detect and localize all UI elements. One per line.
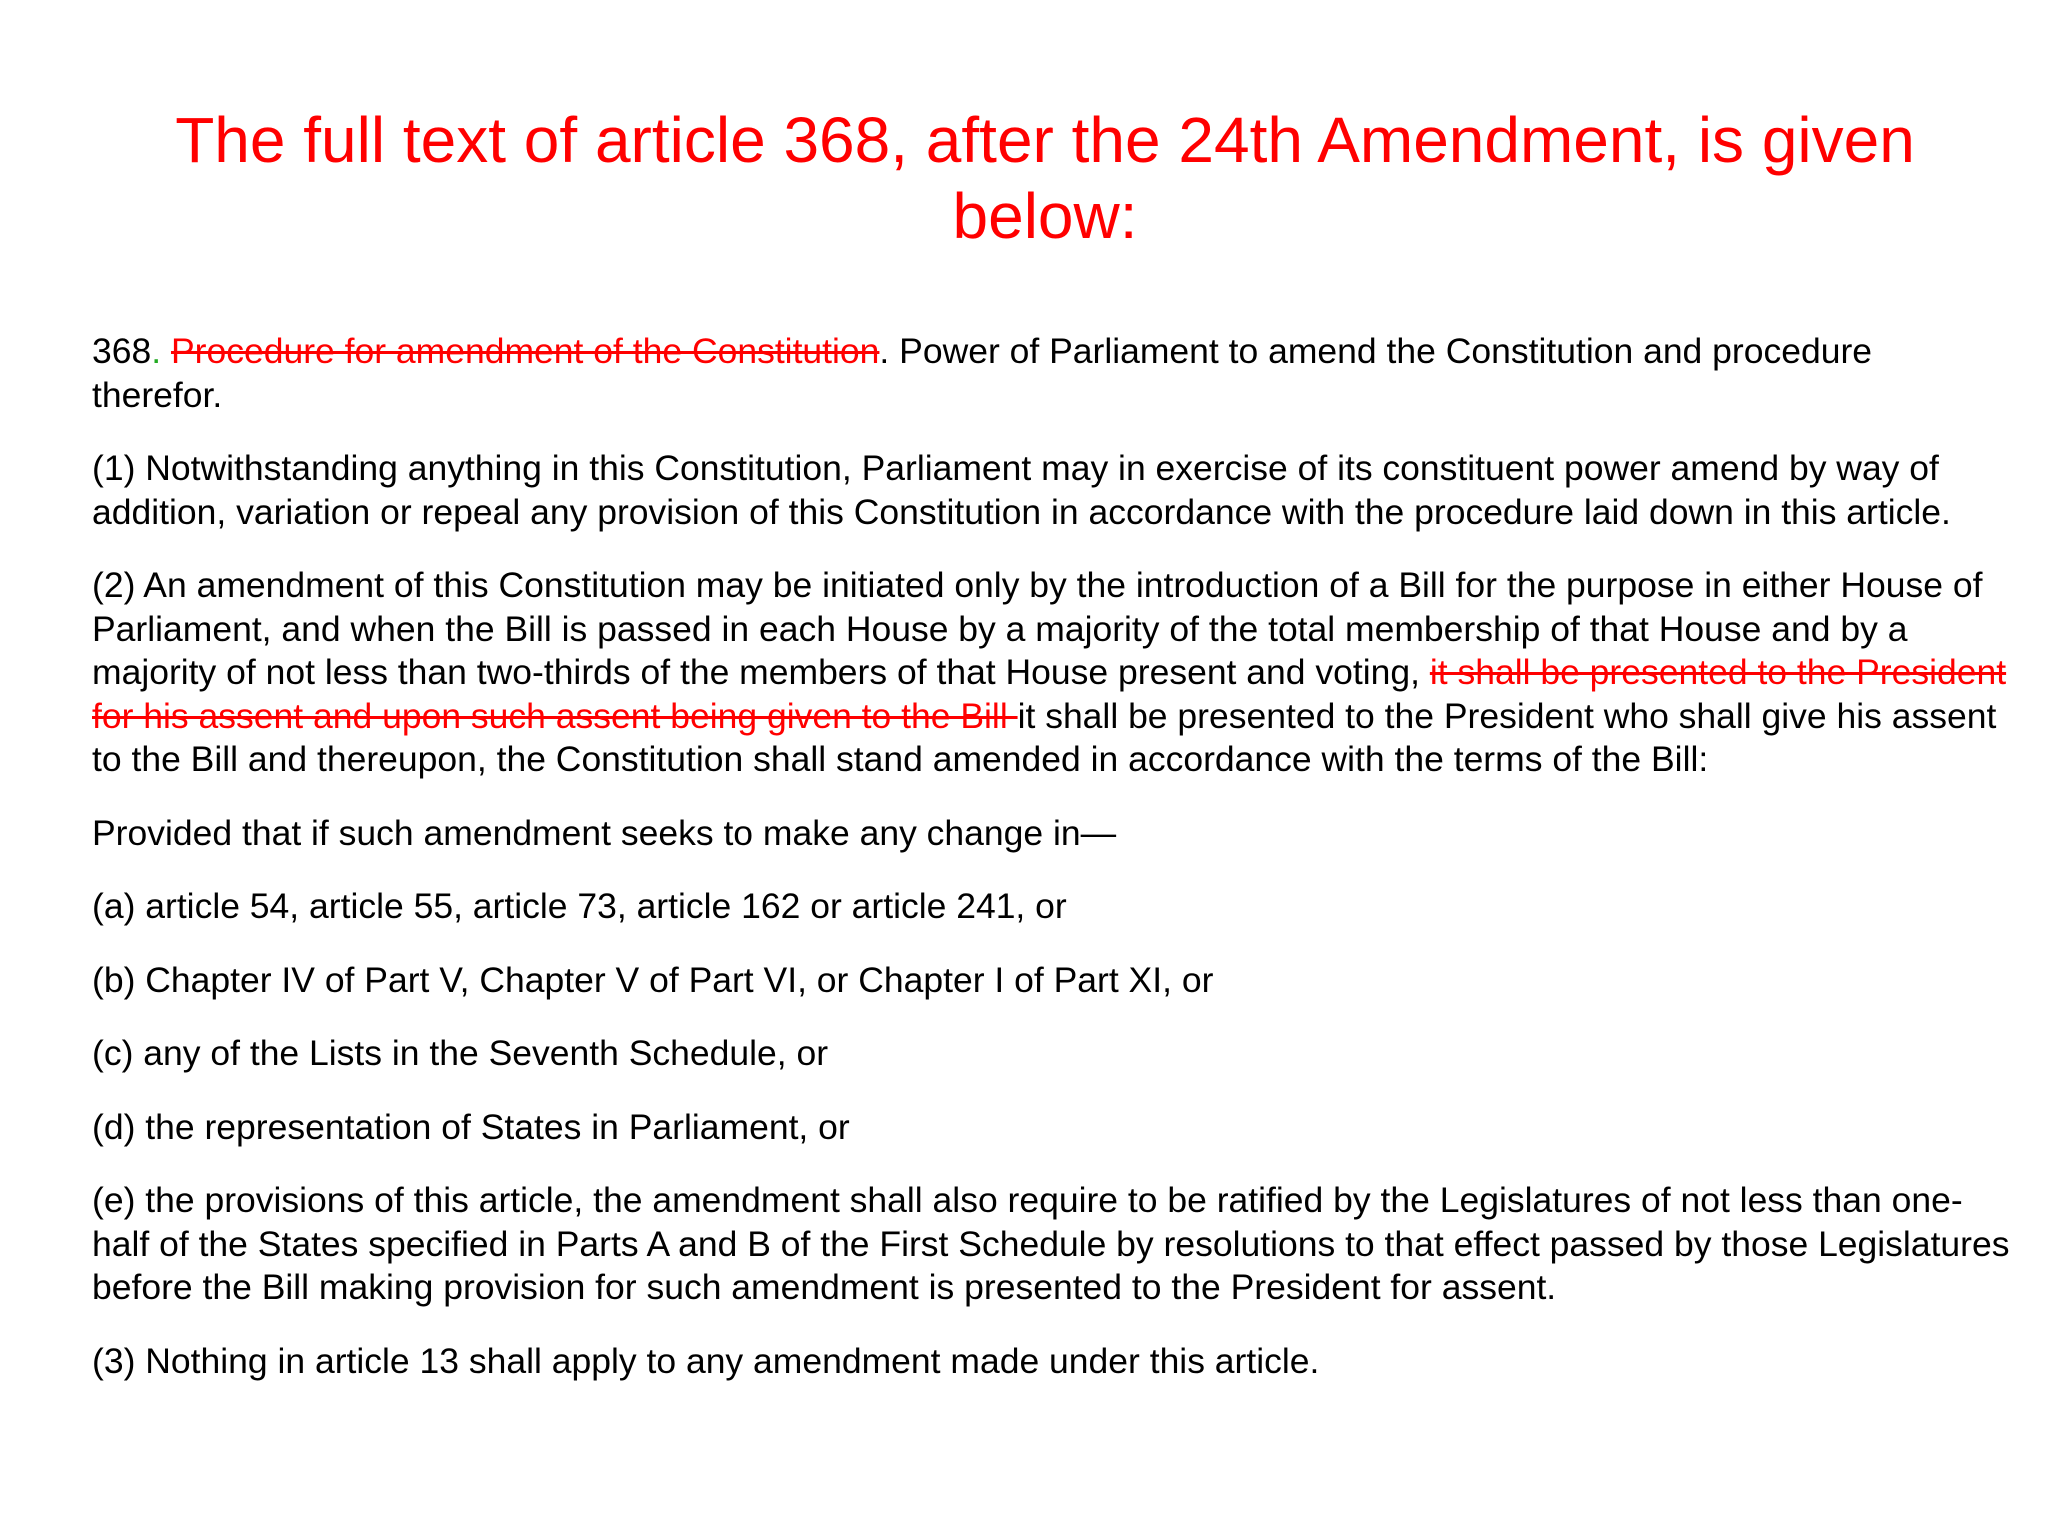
article-heading bbox=[92, 330, 2012, 417]
item-d: (d) the representation of States in Parliament, or bbox=[92, 1106, 850, 1147]
proviso: Provided that if such amendment seeks to make any change in— bbox=[92, 812, 1117, 853]
article-number: 368 bbox=[92, 331, 152, 371]
clause-1: (1) Notwithstanding anything in this Constitution, Parliament may in exercise of its constituent power amend by way of addition, variation or repeal any provision of this Constitution in accordance with the procedure laid down in this article. bbox=[92, 448, 1951, 532]
item-e: (e) the provisions of this article, the amendment shall also require to be ratified by the Legislatures of not less than one-half of the States specified in Parts A and B of the First Schedule by resolutions to that effect passed by those Legislatures before the Bill making provision for such amendment is presented to the President for assent. bbox=[92, 1180, 2010, 1307]
clause-2-before: (2) An amendment of this Constitution may be initiated only by the introduction of a Bill for the purpose in either House of Parliament, and when the Bill is passed in each House by a majority of the total membership of that House and by a majority of not less than two-thirds of the members of that House present and voting, bbox=[92, 565, 1983, 692]
clause-2 bbox=[92, 564, 2012, 782]
deleted-heading-text: Procedure for amendment of the Constitution bbox=[170, 331, 880, 371]
new-heading-text: . Power of Parliament to amend the Constitution and procedure therefor. bbox=[92, 331, 1873, 415]
slide-title: The full text of article 368, after the 24th Amendment, is given below: bbox=[175, 104, 1915, 252]
item-b: (b) Chapter IV of Part V, Chapter V of Part VI, or Chapter I of Part XI, or bbox=[92, 959, 1214, 1000]
item-a: (a) article 54, article 55, article 73, article 162 or article 241, or bbox=[92, 886, 1067, 926]
clause-3: (3) Nothing in article 13 shall apply to any amendment made under this article. bbox=[92, 1340, 1320, 1381]
item-c: (c) any of the Lists in the Seventh Schedule, or bbox=[92, 1033, 829, 1073]
heading-separator: . bbox=[151, 331, 162, 371]
article-text bbox=[92, 330, 2012, 1413]
clause-2-deleted-text: it shall be presented to the President for his assent and upon such assent being given to the Bill bbox=[92, 652, 2007, 736]
clause-2-after: it shall be presented to the President who shall give his assent to the Bill and thereupon, the Constitution shall stand amended in accordance with the terms of the Bill: bbox=[92, 695, 1997, 779]
